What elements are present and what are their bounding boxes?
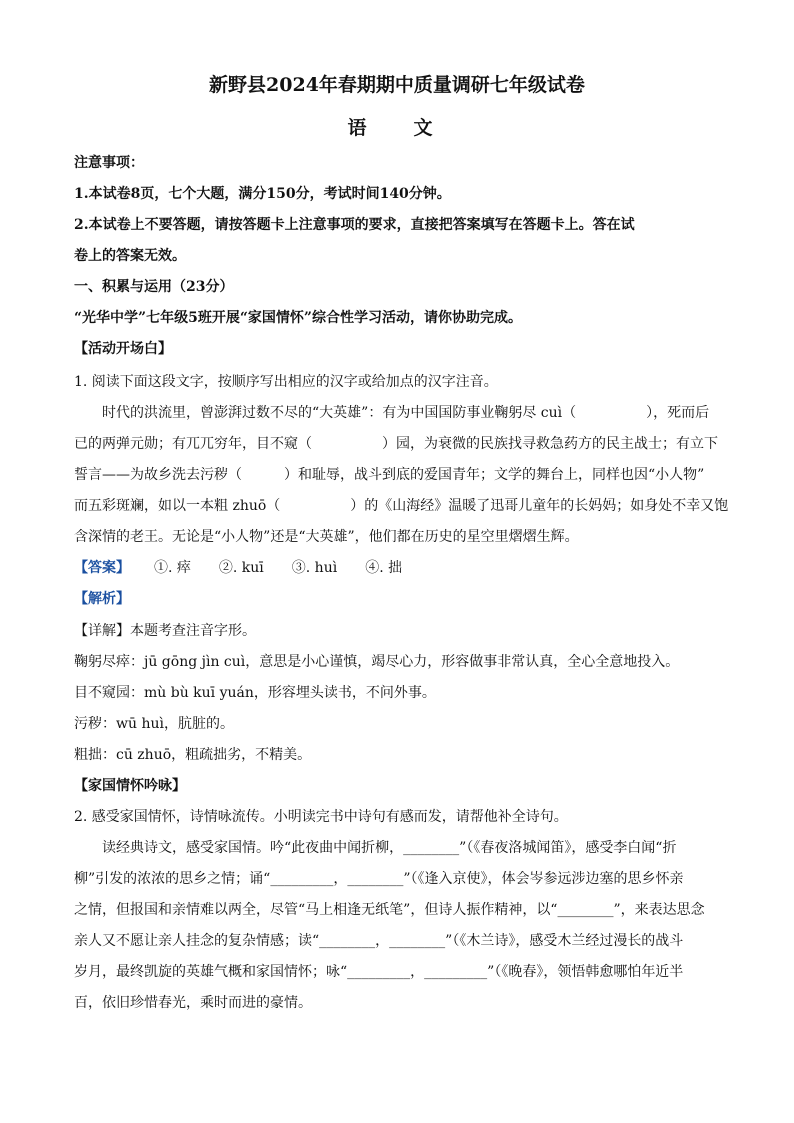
q1-stem: 1. 阅读下面这段文字，按顺序写出相应的汉字或给加点的汉字注音。 <box>74 374 498 390</box>
q1-detail-1: 鞠躬尽瘁：jū gōng jìn cuì，意思是小心谨慎，竭尽心力，形容做事非常认真，全心全意地投入。 <box>74 654 680 670</box>
q1-passage-line-1: 时代的洪流里，曾澎湃过数不尽的“大英雄”：有为中国国防事业鞠躬尽 cuì（ ），死而后 <box>102 405 710 421</box>
q2-passage-line-3: 之情，但报国和亲情难以两全，尽管“马上相逢无纸笔”，但诗人振作精神，以“________”，来表达思念 <box>74 902 705 918</box>
q1-passage-line-2: 已的两弹元勋；有兀兀穷年，目不窥（ ）园，为衰微的民族找寻救急药方的民主战士；有立下 <box>74 436 718 452</box>
q1-passage-line-3: 誓言——为故乡洗去污秽（ ）和耻辱，战斗到底的爱国青年；文学的舞台上，同样也因“小人物” <box>74 467 705 483</box>
notice-item-2b: 卷上的答案无效。 <box>74 248 186 264</box>
q1-detail-4: 粗拙：cū zhuō，粗疏拙劣，不精美。 <box>74 747 312 763</box>
notice-item-2a: 2.本试卷上不要答题，请按答题卡上注意事项的要求，直接把答案填写在答题卡上。答在试 <box>74 217 635 233</box>
q1-passage-line-4: 而五彩斑斓，如以一本粗 zhuō（ ）的《山海经》温暖了迅哥儿童年的长妈妈；如身处不幸又饱 <box>74 498 729 514</box>
q2-passage-line-5: 岁月，最终凯旋的英雄气概和家国情怀；咏“_________，_________”（《晚春》，领悟韩愈哪怕年近半 <box>74 964 684 980</box>
notice-heading: 注意事项： <box>74 155 144 171</box>
q1-detail-3: 污秽：wū huì，肮脏的。 <box>74 716 234 732</box>
q1-answer-row <box>74 557 724 577</box>
q2-passage-line-4: 亲人又不愿让亲人挂念的复杂情感；读“________，________”（《木兰诗》，感受木兰经过漫长的战斗 <box>74 933 684 949</box>
analysis-label: 【解析】 <box>74 591 130 607</box>
q1-detail: 【详解】本题考查注音字形。 <box>74 623 256 639</box>
section-1-intro: “光华中学”七年级5班开展“家国情怀”综合性学习活动，请你协助完成。 <box>74 310 522 326</box>
q1-detail-2: 目不窥园：mù bù kuī yuán，形容埋头读书，不问外事。 <box>74 685 436 701</box>
notice-item-1: 1.本试卷8页，七个大题，满分150分，考试时间140分钟。 <box>74 186 451 202</box>
section-1-heading: 一、积累与运用（23分） <box>74 279 234 295</box>
subject-title: 语 文 <box>347 117 447 139</box>
q2-passage-line-2: 柳”引发的浓浓的思乡之情；诵“_________，________”（《逢入京使》，体会岑参远涉边塞的思乡怀亲 <box>74 871 684 887</box>
q2-passage-line-1: 读经典诗文，感受家国情。吟“此夜曲中闻折柳，________”（《春夜洛城闻笛》，感受李白闻“折 <box>102 840 677 856</box>
q2-stem: 2. 感受家国情怀，诗情咏流传。小明读完书中诗句有感而发，请帮他补全诗句。 <box>74 809 568 825</box>
activity-2-heading: 【家国情怀吟咏】 <box>74 778 186 794</box>
activity-1-heading: 【活动开场白】 <box>74 341 172 357</box>
answer-values: ①. 瘁 ②. kuī ③. huì ④. 拙 <box>154 560 403 576</box>
answer-label: 【答案】 <box>74 560 130 576</box>
q1-passage-line-5: 含深情的老王。无论是“小人物”还是“大英雄”，他们都在历史的星空里熠熠生辉。 <box>74 529 579 545</box>
exam-title: 新野县2024年春期期中质量调研七年级试卷 <box>209 74 585 96</box>
q2-passage-line-6: 百，依旧珍惜春光，乘时而进的豪情。 <box>74 995 312 1011</box>
